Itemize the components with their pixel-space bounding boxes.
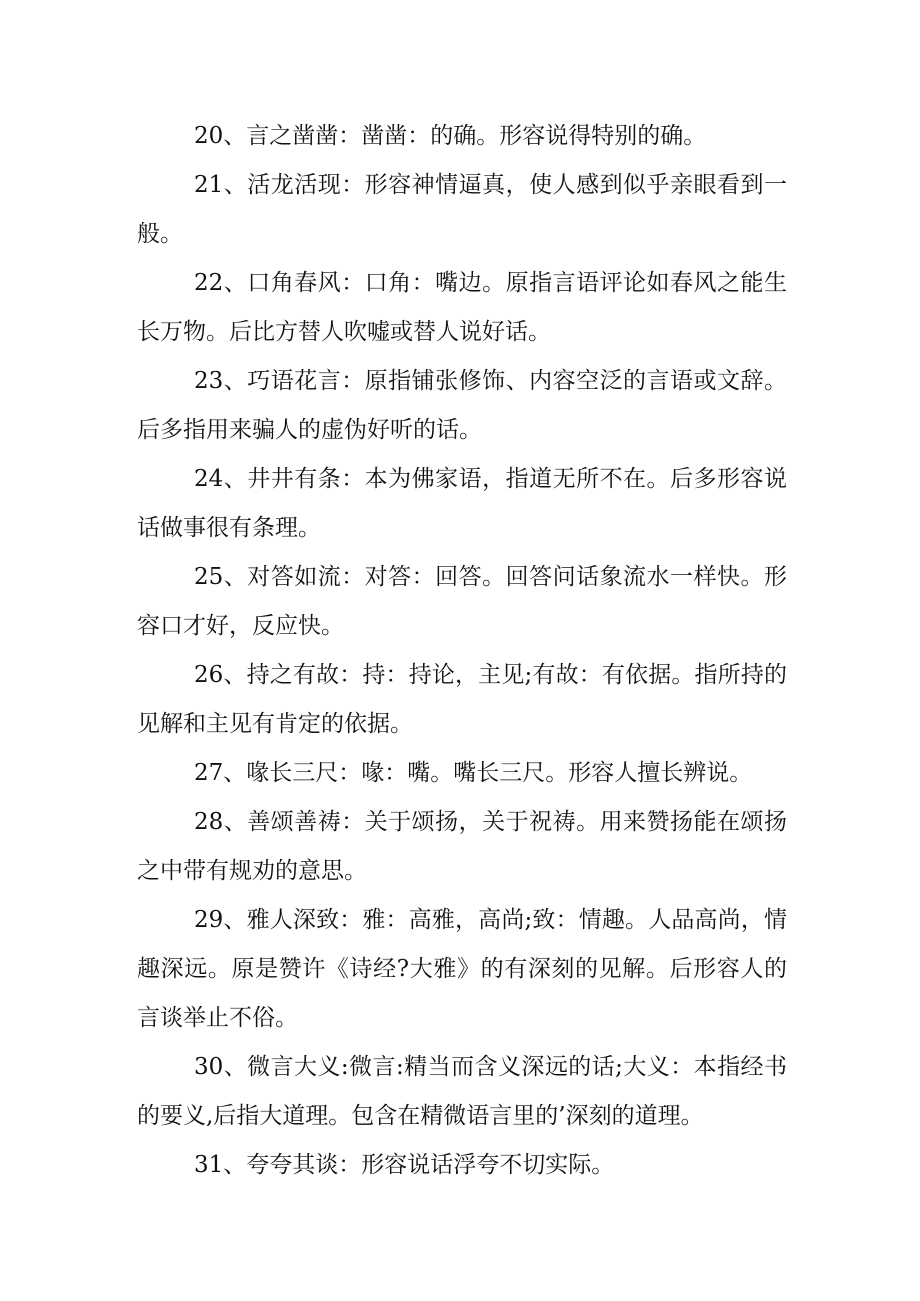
idiom-entry-31: 31、夸夸其谈：形容说话浮夸不切实际。 bbox=[194, 1152, 615, 1178]
idiom-entry-26: 26、持之有故：持：持论，主见;有故：有依据。指所持的见解和主见有肯定的依据。 bbox=[137, 662, 787, 737]
idiom-list bbox=[137, 112, 787, 1190]
idiom-entry-30: 30、微言大义:微言:精当而含义深远的话;大义：本指经书的要义,后指大道理。包含在精微语言里的’深刻的道理。 bbox=[137, 1054, 787, 1129]
idiom-entry-24: 24、井井有条：本为佛家语，指道无所不在。后多形容说话做事很有条理。 bbox=[137, 466, 787, 541]
idiom-entry-27: 27、喙长三尺：喙：嘴。嘴长三尺。形容人擅长辨说。 bbox=[194, 760, 753, 786]
idiom-entry-29: 29、雅人深致：雅：高雅，高尚;致：情趣。人品高尚，情趣深远。原是赞许《诗经?大雅》的有深刻的见解。后形容人的言谈举止不俗。 bbox=[137, 907, 787, 1031]
idiom-entry-22: 22、口角春风：口角：嘴边。原指言语评论如春风之能生长万物。后比方替人吹嘘或替人说好话。 bbox=[137, 270, 787, 345]
idiom-entry-25: 25、对答如流：对答：回答。回答问话象流水一样快。形容口才好，反应快。 bbox=[137, 564, 787, 639]
idiom-entry-28: 28、善颂善祷：关于颂扬，关于祝祷。用来赞扬能在颂扬之中带有规劝的意思。 bbox=[137, 809, 787, 884]
idiom-entry-23: 23、巧语花言：原指铺张修饰、内容空泛的言语或文辞。后多指用来骗人的虚伪好听的话。 bbox=[137, 368, 787, 443]
idiom-entry-20: 20、言之凿凿：凿凿：的确。形容说得特别的确。 bbox=[194, 123, 707, 149]
idiom-entry-21: 21、活龙活现：形容神情逼真，使人感到似乎亲眼看到一般。 bbox=[137, 172, 787, 247]
